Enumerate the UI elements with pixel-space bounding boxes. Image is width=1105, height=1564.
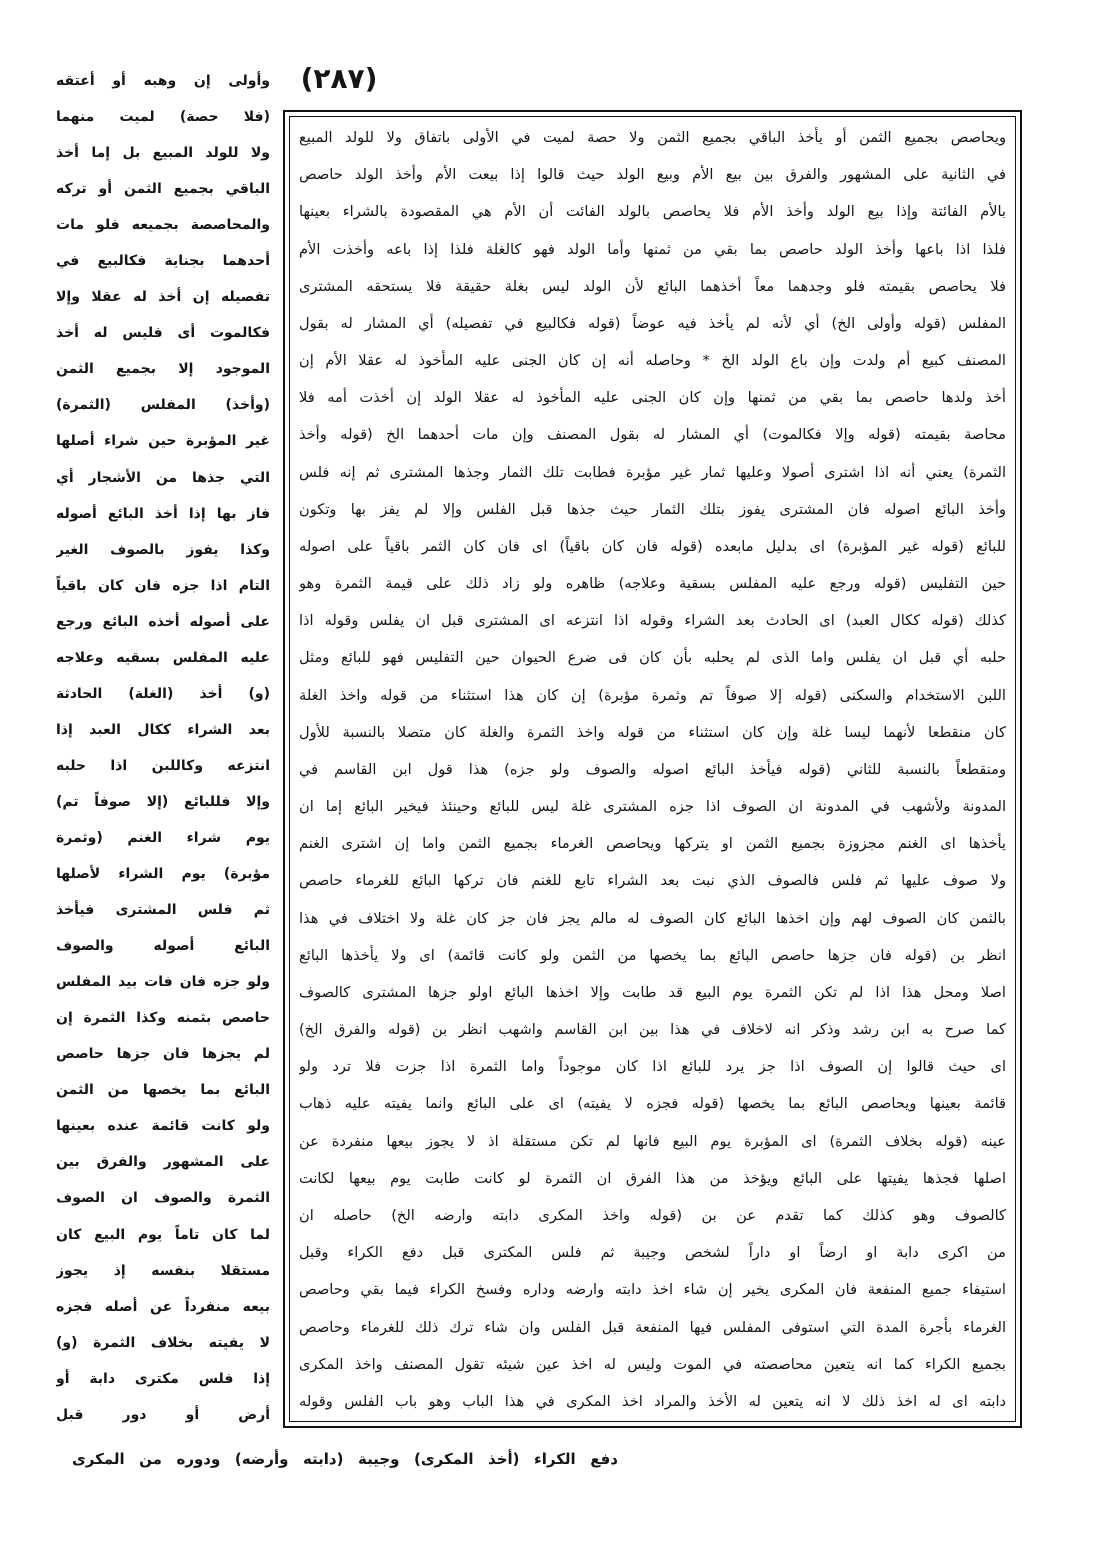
side-text-line: (وأخذ) المفلس (الثمرة) — [56, 397, 270, 414]
main-text-line: المفلس (قوله وأولى الخ) أي لأنه لم يأخذ فيه عوضاً (قوله فكالبيع في تفصيله) أي المشار له بقول — [299, 314, 1006, 332]
side-text-line: حاصص بثمنه وكذا الثمرة إن — [56, 1010, 270, 1027]
side-text-line: التام اذا جزه فان كان باقياً — [56, 577, 270, 594]
main-text-line: للبائع (قوله غير المؤبرة) اى بدليل مابعده (قوله فان كان باقياً) اى فان كان الثمر باقياً على اصوله — [299, 537, 1006, 555]
main-text-line: انظر بن (قوله فان جزها حاصص البائع بما يخصها من الثمن ولو كانت قائمة) اى ولا يأخذها البائع — [299, 946, 1006, 964]
side-text-line: والمحاصصة بجميعه فلو مات — [56, 217, 270, 234]
side-text-line: بيعه منفرداً عن أصله فجزه — [56, 1298, 270, 1315]
main-text-line: المصنف كبيع أم ولدت وإن باع الولد الخ * وحاصله أنه إن كان الجنى عليه المأخوذ له عقلا الأم إن — [299, 352, 1006, 370]
side-text-line: التي جذها من الأشجار أي — [56, 469, 270, 486]
side-text-line: أرض أو دور قبل — [56, 1406, 270, 1423]
main-text-line: اصلا ومحل هذا اذا لم تكن الثمرة يوم البيع قد طابت وإلا اخذها البائع اولو جزها المشترى كالصوف — [299, 983, 1006, 1001]
main-text-line: كما صرح به ابن رشد وذكر انه لاخلاف في هذا بين ابن القاسم واشهب انظر بن (قوله والفرق الخ) — [299, 1021, 1006, 1039]
page-number: (٢٨٧) — [300, 62, 378, 95]
main-text-body — [299, 122, 1006, 1418]
side-text-line: وكذا يفوز بالصوف الغير — [56, 541, 270, 558]
side-text-line: مؤبرة) يوم الشراء لأصلها — [56, 866, 270, 883]
main-text-line: اى حيث قالوا إن الصوف اذا جز يرد للبائع اذا كان موجوداً واما الثمرة اذا جزت فلا ترد ولو — [299, 1058, 1006, 1076]
side-text-line: لم يجزها فان جزها حاصص — [56, 1046, 270, 1063]
main-text-line: يأخذها اى الغنم مجزوزة بجميع الثمن او يتركها ويحاصص الغرماء بجميع الثمن واما إن اشترى الغنم — [299, 835, 1006, 853]
main-text-line: الغرماء بأجرة المدة التي استوفى المفلس فيها المنفعة قبل الفلس وان شاء ترك ذلك للغرماء وحاصص — [299, 1318, 1006, 1336]
main-text-line: المدونة ولأشهب في المدونة ان الصوف اذا جزه المشترى غلة ليس للبائع وحينئذ فيخير البائع إما ان — [299, 798, 1006, 816]
main-text-line: قائمة بعينها ويحاصص البائع بما يخصها (قوله فجزه لا يفيته) اى على البائع وانما يفيته عليه ذهاب — [299, 1095, 1006, 1113]
side-text-line: فاز بها إذا أخذ البائع أصوله — [56, 505, 270, 522]
side-text-line: إذا فلس مكترى دابة أو — [56, 1370, 270, 1387]
main-text-line: بالأم الفائتة وإذا بيع الولد وأخذ الأم فلا يحاصص بالولد الفائت أن الأم هي المقصودة بالشراء بعينها — [299, 203, 1006, 221]
main-text-line: ومنقطعاً بالنسبة للثاني (قوله فيأخذ البائع اصوله والصوف ولو جزه) هذا قول ابن القاسم في — [299, 760, 1006, 778]
side-text-line: غير المؤبرة حين شراء أصلها — [56, 433, 270, 450]
side-text-line: البائع أصوله والصوف — [56, 938, 270, 955]
side-text-line: بعد الشراء ككال العبد إذا — [56, 721, 270, 738]
main-text-line: أخذ ولدها حاصص بما بقي من ثمنها وإن كان الجنى عليه المأخوذ له عقلا الولد إن أخذت أمه فلا — [299, 389, 1006, 407]
main-text-line: الثمرة) يعني أنه اذا اشترى أصولا وعليها ثمار غير مؤبرة فطابت تلك الثمار وجذها المشترى ثم إنه فلس — [299, 463, 1006, 481]
bottom-continuation-line: دفع الكراء (أخذ المكرى) وجيبة (دابته وأرضه) ودوره من المكرى — [72, 1450, 618, 1468]
main-text-line: ويحاصص بجميع الثمن أو يأخذ الباقي بجميع الثمن ولا حصة لميت في الأولى باتفاق ولا للولد المبيع — [299, 129, 1006, 146]
main-text-line: كذلك (قوله ككال العبد) اى الحادث بعد الشراء وقوله اذا انتزعه اى المشترى قبل ان يفلس وقوله اذا — [299, 612, 1006, 630]
side-text-line: تفصيله إن أخذ له عقلا وإلا — [56, 289, 270, 306]
main-text-line: بجميع الكراء كما انه يتعين محاصصته في الموت وليس له اخذ عين شيئه تقول المصنف واخذ المكرى — [299, 1355, 1006, 1373]
side-text-line: مستقلا بنفسه إذ يجوز — [56, 1262, 270, 1279]
main-text-line: كان منقطعا لأنهما ليسا غلة وإن كان استثناء من قوله واخذ الثمرة والغلة كان متصلا بالنسبة للأول — [299, 723, 1006, 741]
side-text-line: ثم فلس المشترى فيأخذ — [56, 902, 270, 919]
main-text-line: بالثمن كان الصوف لهم وإن اخذها البائع كان الصوف له مالم يجز فان جز كان غلة ولا اختلاف في هذا — [299, 909, 1006, 927]
main-text-line: وأخذ البائع اصوله فان المشترى يفوز بتلك الثمار حيث جذها قبل الفلس وإلا لم يفز بها وتكون — [299, 500, 1006, 518]
side-text-line: (و) أخذ (الغلة) الحادثة — [56, 685, 270, 702]
main-text-line: دابته اى له اخذ ذلك لا انه يتعين له الأخذ والمراد اخذ المكرى في هذا الباب وهو باب الفلس وقوله — [299, 1392, 1006, 1410]
main-text-line: حين التفليس (قوله ورجع عليه المفلس بسقية وعلاجه) ظاهره ولو زاد ذلك على قيمة الثمرة وهو — [299, 575, 1006, 593]
side-text-line: لما كان تاماً يوم البيع كان — [56, 1226, 270, 1243]
main-text-frame — [283, 110, 1022, 1428]
main-text-line: فلذا اذا باعها وأخذ الولد حاصص بما بقي من ثمنها وأما الولد فهو كالغلة فلذا إذا باعه وأخذت الأم — [299, 240, 1006, 258]
side-text-line: الموجود إلا بجميع الثمن — [56, 361, 270, 378]
side-text-line: وأولى إن وهبه أو أعتقه — [56, 73, 270, 89]
main-text-line: اصلها فجذها يفيتها على البائع ويؤخذ من هذا الفرق ان الثمرة لو كانت طابت يوم بيعها لكانت — [299, 1169, 1006, 1187]
side-text-line: أحدهما بجناية فكالبيع في — [56, 253, 270, 270]
side-text-line: يوم شراء الغنم (وثمرة — [56, 829, 270, 846]
main-text-line: ولا صوف عليها ثم فلس فالصوف الذي نبت بعد الشراء تابع للغنم فان تركها البائع للغرماء حاصص — [299, 872, 1006, 890]
side-text-line: على المشهور والفرق بين — [56, 1154, 270, 1171]
main-text-line: عينه (قوله بخلاف الثمرة) اى المؤبرة يوم البيع فانها لم تكن مستقلة اذ لا يجوز بيعها منفردة عن — [299, 1132, 1006, 1150]
side-text-line: ولو جزه فان فات بيد المفلس — [56, 974, 270, 991]
side-text-line: فكالموت أى فليس له أخذ — [56, 325, 270, 342]
main-text-line: اللبن الاستخدام والسكنى (قوله إلا صوفاً تم وثمرة مؤبرة) إن كان هذا استثناء من قوله واخذ الغلة — [299, 686, 1006, 704]
main-text-line: استيفاء جميع المنفعة فان المكرى يخير إن شاء اخذ دابته وارضه وداره وفسخ الكراء فيما بقي وحاصص — [299, 1281, 1006, 1299]
main-text-line: حلبه أي قبل ان يفلس واما الذى لم يحلبه بأن كان فى ضرع الحيوان حين التفليس فهو للبائع ومثل — [299, 649, 1006, 667]
side-text-line: لا يفيته بخلاف الثمرة (و) — [56, 1334, 270, 1351]
main-text-line: كالصوف وهو كذلك كما تقدم عن بن (قوله واخذ المكرى دابته وارضه الخ) حاصله ان — [299, 1206, 1006, 1224]
main-text-line: في الثانية على المشهور والفرق بين بيع الأم وبيع الولد حيث قالوا إذا بيعت الأم وأخذ الولد حاصص — [299, 166, 1006, 184]
side-text-line: على أصوله أخذه البائع ورجع — [56, 613, 270, 630]
side-text-line: وإلا فللبائع (إلا صوفاً تم) — [56, 793, 270, 810]
side-column-text — [56, 64, 270, 1432]
main-text-line: فلا يحاصص بقيمته فلو وجدهما معاً أخذهما البائع لأن الولد ليس بغلة حقيقة فلا يستحقه المشترى — [299, 277, 1006, 295]
side-text-line: عليه المفلس بسقيه وعلاجه — [56, 649, 270, 666]
main-text-line: من اكرى دابة او ارضاً او داراً لشخص وجيبة ثم فلس المكترى قبل دفع الكراء وقبل — [299, 1244, 1006, 1262]
side-text-line: انتزعه وكاللبن اذا حلبه — [56, 757, 270, 774]
side-text-line: ولا للولد المبيع بل إما أخذ — [56, 145, 270, 162]
side-text-line: (فلا حصة) لميت منهما — [56, 109, 270, 126]
main-text-line: محاصة بقيمته (قوله وإلا فكالموت) أي المشار له بقول المصنف وإن مات أحدهما الخ (قوله وأخذ — [299, 426, 1006, 444]
side-text-line: البائع بما يخصها من الثمن — [56, 1082, 270, 1099]
side-text-line: الباقي بجميع الثمن أو تركه — [56, 181, 270, 198]
side-text-line: ولو كانت قائمة عنده بعينها — [56, 1118, 270, 1135]
side-text-line: الثمرة والصوف ان الصوف — [56, 1190, 270, 1207]
